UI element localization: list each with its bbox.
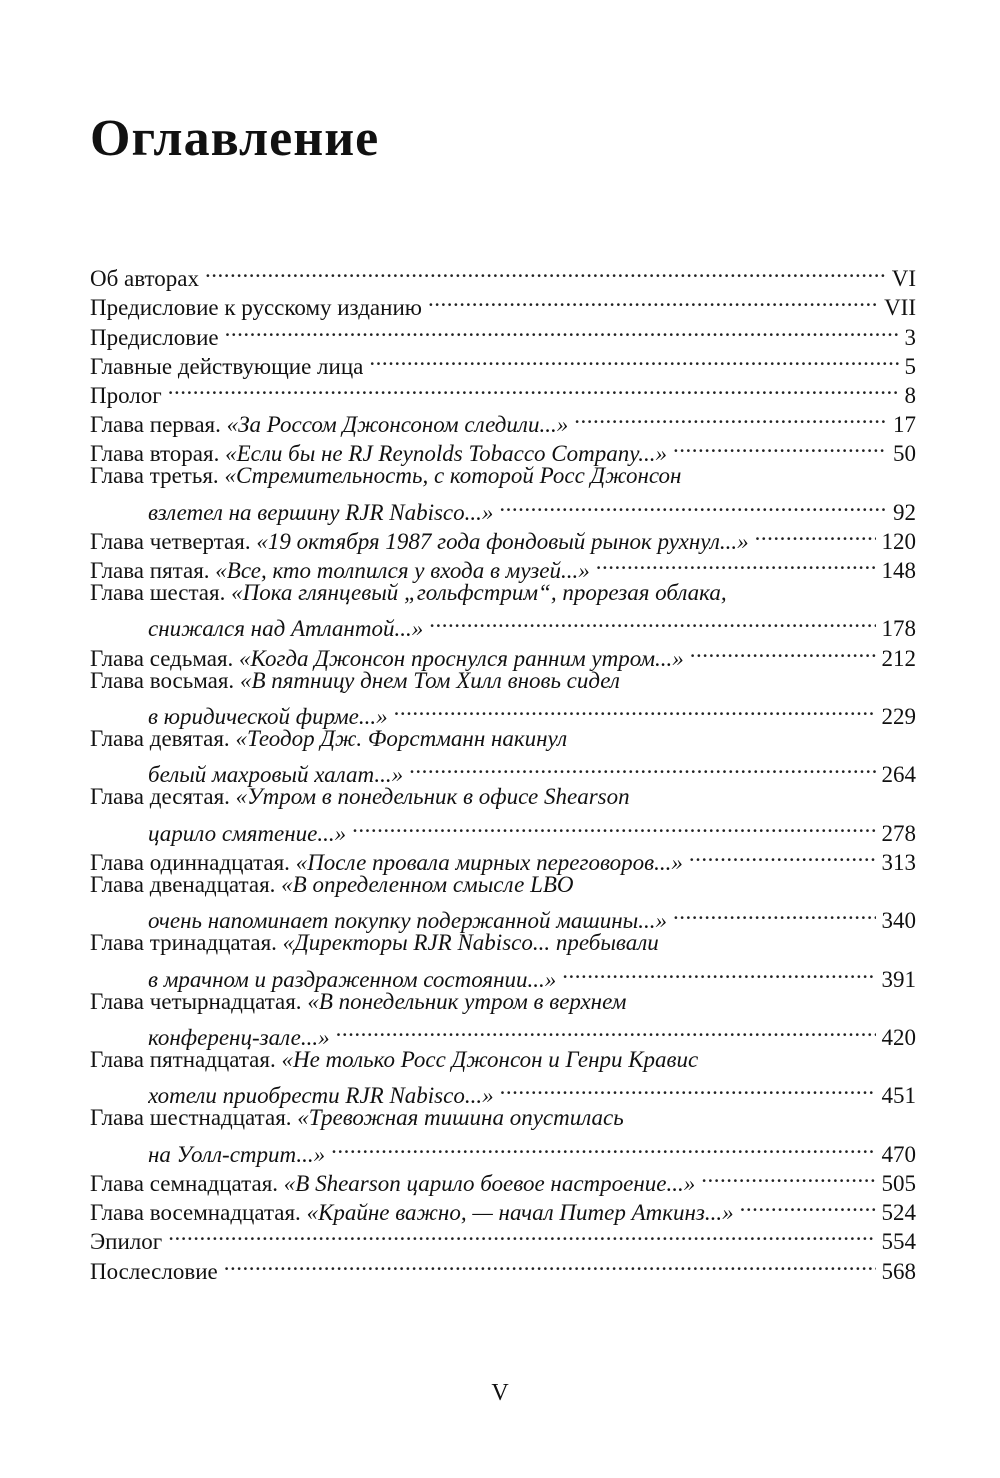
toc-entry-continuation[interactable] — [90, 695, 916, 729]
chapter-title: «Пока глянцевый „гольфстрим“, прорезая облака, — [231, 580, 727, 606]
chapter-title: «Все, кто толпился у входа в музей...» — [215, 558, 590, 584]
chapter-title: «В понедельник утром в верхнем — [307, 988, 627, 1014]
toc-entry[interactable] — [90, 1045, 916, 1074]
chapter-number: Глава одиннадцатая. — [90, 849, 290, 875]
chapter-number: Глава восемнадцатая. — [90, 1200, 301, 1226]
toc-entry-continuation[interactable] — [90, 491, 916, 525]
toc-entry-continuation[interactable] — [90, 1074, 916, 1109]
toc-entry[interactable] — [90, 461, 916, 490]
chapter-number: Глава четвертая. — [90, 528, 251, 554]
chapter-title: «Крайне важно, — начал Питер Аткинз...» — [306, 1200, 734, 1226]
chapter-number: Глава вторая. — [90, 441, 220, 467]
chapter-title: «Теодор Дж. Форстманн накинул — [235, 726, 568, 751]
toc-entry-label — [90, 724, 567, 753]
chapter-number: Глава шестнадцатая. — [90, 1105, 292, 1131]
toc-entry-label — [90, 1169, 695, 1198]
toc-entry[interactable] — [90, 987, 916, 1016]
dot-leader — [562, 958, 875, 987]
folio-page-number: V — [491, 1380, 509, 1406]
dot-leader — [701, 1162, 875, 1191]
dot-leader — [331, 1133, 875, 1162]
toc-page-number: 120 — [881, 528, 916, 554]
chapter-number: Глава первая. — [90, 412, 221, 438]
chapter-title-continued: царило смятение...» — [148, 820, 347, 846]
dot-leader — [369, 345, 898, 374]
toc-entry-continuation[interactable] — [90, 753, 916, 788]
toc-entry-continuation[interactable] — [90, 958, 916, 992]
dot-leader — [205, 257, 886, 286]
toc-entry[interactable] — [90, 928, 916, 957]
toc-entry[interactable] — [90, 578, 916, 607]
chapter-number: Глава третья. — [90, 463, 219, 489]
chapter-number: Глава семнадцатая. — [90, 1171, 279, 1196]
chapter-title-continued: конференц-зале...» — [148, 1025, 330, 1051]
chapter-title: «Если бы не RJ Reynolds Tobacco Company...» — [225, 441, 667, 467]
chapter-number: Глава тринадцатая. — [90, 930, 277, 956]
dot-leader — [168, 1220, 875, 1249]
toc-entry-label — [90, 987, 626, 1016]
toc-entry-label: Послесловие — [90, 1258, 218, 1284]
dot-leader — [429, 607, 875, 636]
chapter-number: Глава четырнадцатая. — [90, 988, 302, 1014]
chapter-number: Глава восьмая. — [90, 667, 235, 693]
toc-entry-label — [90, 1103, 624, 1132]
toc-entry[interactable] — [90, 1220, 916, 1255]
dot-leader — [224, 1249, 876, 1278]
toc-entry[interactable] — [90, 870, 916, 899]
dot-leader — [673, 432, 887, 461]
toc-entry-label: Об авторах — [90, 266, 200, 292]
chapter-title: «В определенном смысле LBO — [281, 871, 574, 897]
toc-entry-label — [90, 578, 727, 607]
toc-page-number: 470 — [881, 1141, 916, 1167]
toc-page-number: 278 — [881, 820, 916, 846]
chapter-title: «Утром в понедельник в офисе Shearson — [235, 784, 630, 810]
toc-entry-label — [90, 461, 681, 490]
dot-leader — [428, 286, 878, 315]
chapter-title-continued: в мрачном и раздраженном состоянии...» — [148, 966, 557, 992]
chapter-number: Глава двенадцатая. — [90, 871, 276, 897]
chapter-number: Глава шестая. — [90, 580, 226, 606]
toc-page-number: 568 — [881, 1258, 916, 1284]
toc-entry-continuation[interactable] — [90, 607, 916, 642]
toc-entry-label: Предисловие — [90, 324, 219, 350]
toc-page-number: 178 — [881, 616, 916, 642]
toc-entry-label — [90, 410, 568, 439]
toc-entry-continuation[interactable] — [90, 1133, 916, 1167]
toc-page-number: 212 — [881, 645, 916, 671]
chapter-number: Глава пятнадцатая. — [90, 1047, 276, 1073]
toc-entry-label — [90, 1045, 698, 1074]
toc-page-number: VI — [891, 266, 916, 292]
dot-leader — [394, 695, 876, 724]
toc-entry[interactable] — [90, 1103, 916, 1132]
chapter-number: Глава десятая. — [90, 784, 230, 810]
dot-leader — [596, 549, 876, 578]
dot-leader — [690, 636, 876, 665]
dot-leader — [168, 374, 899, 403]
table-of-contents — [90, 257, 916, 1284]
toc-entry-label — [90, 782, 630, 811]
toc-entry-label — [90, 666, 620, 695]
dot-leader — [225, 315, 899, 344]
toc-page-number: 3 — [904, 324, 916, 350]
toc-entry-label: Эпилог — [90, 1229, 163, 1255]
dot-leader — [499, 491, 887, 520]
toc-page-number: 451 — [881, 1083, 916, 1109]
toc-page-number: 420 — [881, 1025, 916, 1051]
toc-page-number: 229 — [881, 704, 916, 729]
toc-page-number: 524 — [881, 1200, 916, 1226]
chapter-title-continued: снижался над Атлантой...» — [148, 616, 424, 642]
toc-entry-label — [90, 928, 659, 957]
chapter-number: Глава девятая. — [90, 726, 230, 751]
toc-page-number: 92 — [893, 499, 916, 525]
toc-entry[interactable] — [90, 286, 916, 321]
toc-page-number: 505 — [881, 1171, 916, 1196]
toc-entry[interactable] — [90, 257, 916, 292]
toc-entry-label: Пролог — [90, 382, 162, 408]
toc-page-number: 5 — [904, 353, 916, 379]
chapter-title: «Тревожная тишина опустилась — [297, 1105, 624, 1131]
toc-entry[interactable] — [90, 1249, 916, 1284]
chapter-title-continued: белый махровый халат...» — [148, 762, 404, 788]
page-title: Оглавление — [90, 110, 380, 167]
toc-entry[interactable] — [90, 374, 916, 408]
chapter-title: «Стремительность, с которой Росс Джонсон — [224, 463, 682, 489]
chapter-title: «За Россом Джонсоном следили...» — [226, 412, 569, 438]
dot-leader — [574, 403, 887, 432]
chapter-title-continued: очень напоминает покупку подержанной машины...» — [148, 908, 667, 934]
toc-page-number: 50 — [893, 441, 916, 467]
chapter-title-continued: на Уолл-стрит...» — [148, 1141, 326, 1167]
toc-page-number: 313 — [881, 849, 916, 875]
chapter-title-continued: в юридической фирме...» — [148, 704, 388, 729]
chapter-title: «В Shearson царило боевое настроение...» — [283, 1171, 696, 1196]
toc-page-number: 148 — [881, 558, 916, 584]
dot-leader — [755, 520, 876, 549]
chapter-title-continued: хотели приобрести RJR Nabisco...» — [148, 1083, 494, 1109]
toc-entry[interactable] — [90, 666, 916, 695]
toc-page-number: 17 — [893, 412, 916, 438]
toc-entry-continuation[interactable] — [90, 899, 916, 934]
dot-leader — [673, 899, 876, 928]
toc-page-number: 264 — [881, 762, 916, 788]
toc-page-number: 391 — [881, 966, 916, 992]
toc-entry[interactable] — [90, 782, 916, 811]
chapter-title: «Когда Джонсон проснулся ранним утром...» — [239, 645, 684, 671]
dot-leader — [500, 1074, 876, 1103]
chapter-title: «После провала мирных переговоров...» — [295, 849, 683, 875]
toc-entry[interactable] — [90, 403, 916, 438]
dot-leader — [689, 841, 876, 870]
chapter-number: Глава седьмая. — [90, 645, 234, 671]
toc-page-number: 554 — [881, 1229, 916, 1255]
chapter-number: Глава пятая. — [90, 558, 210, 584]
chapter-title-continued: взлетел на вершину RJR Nabisco...» — [148, 499, 494, 525]
toc-page-number: VII — [884, 295, 916, 321]
toc-entry-continuation[interactable] — [90, 1016, 916, 1051]
dot-leader — [336, 1016, 876, 1045]
dot-leader — [740, 1191, 876, 1220]
toc-page-number: 340 — [881, 908, 916, 934]
toc-entry-label — [90, 870, 574, 899]
toc-entry[interactable] — [90, 724, 916, 753]
dot-leader — [352, 812, 875, 841]
dot-leader — [409, 753, 875, 782]
chapter-title: «Не только Росс Джонсон и Генри Кравис — [281, 1047, 699, 1073]
chapter-title: «Директоры RJR Nabisco... пребывали — [282, 930, 659, 956]
toc-entry-label: Главные действующие лица — [90, 353, 364, 379]
toc-entry-label: Предисловие к русскому изданию — [90, 295, 422, 321]
chapter-title: «В пятницу днем Том Хилл вновь сидел — [239, 667, 620, 693]
toc-page-number: 8 — [904, 382, 916, 408]
toc-entry-continuation[interactable] — [90, 812, 916, 846]
chapter-title: «19 октября 1987 года фондовый рынок рухнул...» — [256, 528, 749, 554]
